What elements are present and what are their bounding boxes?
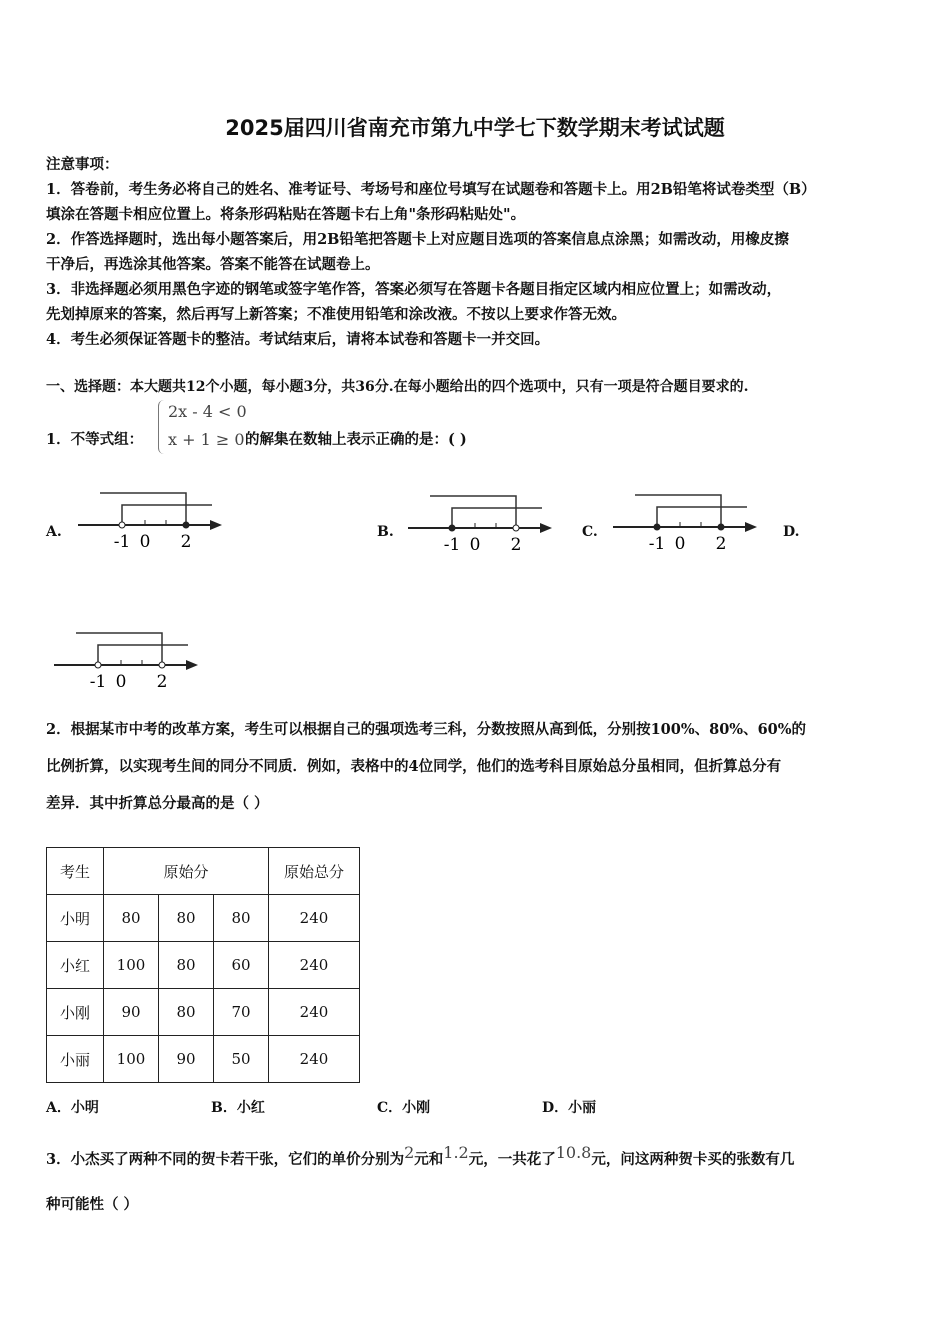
table-cell: 100: [104, 1036, 159, 1083]
table-cell: 小刚: [47, 989, 104, 1036]
q1-prefix: 1．不等式组：: [46, 431, 144, 448]
tick-label: -1: [113, 532, 131, 552]
arrow-icon: [745, 522, 757, 532]
number-line-b: [400, 488, 560, 562]
table-row: [47, 895, 360, 942]
tick-label: 2: [156, 672, 168, 692]
open-dot: [119, 522, 125, 528]
table-cell: 80: [104, 895, 159, 942]
note-line: 2．作答选择题时，选出每小题答案后，用2B铅笔把答题卡上对应题目选项的答案信息点涂黑；如需改动，用橡皮擦: [46, 231, 789, 248]
q1-inequality-1: 2x - 4 < 0: [168, 402, 247, 421]
q2-line: 差异．其中折算总分最高的是（ ）: [46, 795, 269, 812]
table-cell: 80: [159, 942, 214, 989]
table-row: [47, 1036, 360, 1083]
q2-option-a: A．小明: [46, 1100, 99, 1116]
q2-line: 2．根据某市中考的改革方案，考生可以根据自己的强项选考三科，分数按照从高到低，分别按100%、80%、60%的: [46, 721, 807, 738]
score-table: [46, 847, 360, 1083]
header-raw-total: 原始总分: [269, 848, 360, 895]
note-line: 填涂在答题卡相应位置上。将条形码粘贴在答题卡右上角"条形码粘贴处"。: [46, 206, 526, 223]
tick-label: 0: [139, 532, 151, 552]
tick-label: 2: [510, 535, 522, 555]
q3-text: [46, 1143, 794, 1169]
note-line: 1．答卷前，考生务必将自己的姓名、准考证号、考场号和座位号填写在试题卷和答题卡上。用2B铅笔将试卷类型（B）: [46, 181, 816, 198]
table-cell: 80: [159, 989, 214, 1036]
table-cell: 60: [214, 942, 269, 989]
tick-label: 2: [180, 532, 192, 552]
q2-line: 比例折算，以实现考生间的同分不同质．例如，表格中的4位同学，他们的选考科目原始总分虽相同，但折算总分有: [46, 758, 782, 775]
brace: [158, 400, 165, 454]
solution-bracket-2: [452, 508, 542, 528]
open-dot: [513, 525, 519, 531]
table-cell: 小红: [47, 942, 104, 989]
q2-option-c: C．小刚: [377, 1100, 431, 1116]
q1-inequality-2: x + 1 ≥ 0: [168, 430, 245, 449]
solution-bracket-2: [98, 645, 188, 665]
note-line: 3．非选择题必须用黑色字迹的钢笔或签字笔作答，答案必须写在答题卡各题目指定区域内相应位置上；如需改动，: [46, 281, 782, 298]
table-cell: 70: [214, 989, 269, 1036]
table-cell: 240: [269, 989, 360, 1036]
tick-label: 0: [115, 672, 127, 692]
q3-price-2: 1.2: [443, 1143, 469, 1162]
tick-label: 0: [469, 535, 481, 555]
arrow-icon: [210, 520, 222, 530]
solution-bracket-2: [122, 505, 212, 525]
notes-heading: 注意事项：: [46, 156, 119, 173]
closed-dot: [449, 525, 455, 531]
q2-option-b: B．小红: [211, 1100, 265, 1116]
closed-dot: [654, 524, 660, 530]
number-line-a: [70, 485, 230, 559]
closed-dot: [718, 524, 724, 530]
header-student: 考生: [47, 848, 104, 895]
section-heading: 一、选择题：本大题共12个小题，每小题3分，共36分.在每小题给出的四个选项中，只有一项是符合题目要求的.: [46, 379, 749, 395]
q3-line2: 种可能性（ ）: [46, 1196, 139, 1213]
tick-label: -1: [648, 534, 666, 554]
tick-label: -1: [89, 672, 107, 692]
solution-bracket-1: [100, 493, 186, 525]
option-c-label: C.: [582, 524, 598, 540]
table-cell: 小明: [47, 895, 104, 942]
q2-option-d: D．小丽: [542, 1100, 597, 1116]
q3-part: 元和: [414, 1150, 444, 1168]
note-line: 4．考生必须保证答题卡的整洁。考试结束后，请将本试卷和答题卡一并交回。: [46, 331, 550, 348]
table-cell: 80: [159, 895, 214, 942]
number-line-d: [46, 625, 206, 699]
page-title: 2025届四川省南充市第九中学七下数学期末考试试题: [225, 116, 725, 140]
table-cell: 90: [159, 1036, 214, 1083]
table-cell: 90: [104, 989, 159, 1036]
note-line: 先划掉原来的答案，然后再写上新答案；不准使用铅笔和涂改液。不按以上要求作答无效。: [46, 306, 626, 323]
q3-price-1: 2: [404, 1143, 415, 1162]
q3-total: 10.8: [555, 1143, 592, 1162]
q3-part: 3．小杰买了两种不同的贺卡若干张，它们的单价分别为: [46, 1150, 405, 1168]
solution-bracket-2: [657, 507, 747, 527]
header-raw-score: 原始分: [104, 848, 269, 895]
table-cell: 50: [214, 1036, 269, 1083]
tick-label: -1: [443, 535, 461, 555]
solution-bracket-1: [430, 496, 516, 528]
table-row: [47, 942, 360, 989]
open-dot: [95, 662, 101, 668]
option-d-label: D.: [783, 524, 800, 540]
number-line-c: [605, 487, 765, 561]
closed-dot: [183, 522, 189, 528]
tick-label: 2: [715, 534, 727, 554]
solution-bracket-1: [76, 633, 162, 665]
table-cell: 100: [104, 942, 159, 989]
table-cell: 80: [214, 895, 269, 942]
arrow-icon: [540, 523, 552, 533]
q3-part: 元，一共花了: [468, 1150, 556, 1168]
arrow-icon: [186, 660, 198, 670]
option-b-label: B.: [377, 524, 394, 540]
open-dot: [159, 662, 165, 668]
table-cell: 240: [269, 1036, 360, 1083]
option-a-label: A.: [46, 524, 62, 540]
table-cell: 240: [269, 942, 360, 989]
tick-label: 0: [674, 534, 686, 554]
table-cell: 240: [269, 895, 360, 942]
table-cell: 小丽: [47, 1036, 104, 1083]
note-line: 干净后，再选涂其他答案。答案不能答在试题卷上。: [46, 256, 380, 273]
solution-bracket-1: [635, 495, 721, 527]
table-row: [47, 989, 360, 1036]
q3-part: 元，问这两种贺卡买的张数有几: [591, 1150, 795, 1168]
q1-suffix: 的解集在数轴上表示正确的是：( ): [245, 431, 467, 448]
